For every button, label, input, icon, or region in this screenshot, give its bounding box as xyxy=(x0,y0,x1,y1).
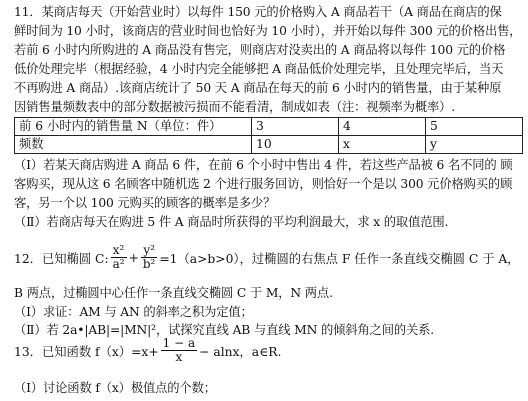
x-fraction-numerator: x² xyxy=(111,244,127,258)
table-row xyxy=(15,136,523,154)
function-fraction-numerator: 1 − a xyxy=(162,336,196,350)
problem11-line6: 因销售量频数表中的部分数据被污损而不能看清，制成如表（注：视频率为概率）. xyxy=(14,100,456,114)
table-row-label: 频数 xyxy=(15,136,252,154)
table-cell: x xyxy=(339,136,426,154)
problem12-prefix: 12．已知椭圆 C: xyxy=(14,251,109,266)
plus-sign: + xyxy=(128,250,139,265)
problem13-prefix: 13．已知函数 f（x）=x+ xyxy=(14,344,159,359)
problem11-line3: 若前 6 小时内所购进的 A 商品没有售完，则商店对没卖出的 A 商品将以每件 100 元的价格 xyxy=(14,43,506,57)
problem11-part1-line3: 客，另一个以 100 元购买的顾客的概率是多少？ xyxy=(14,196,276,210)
table-header-cell: 5 xyxy=(426,118,523,136)
y-fraction-numerator: y² xyxy=(141,244,158,258)
problem13-suffix: − alnx，a∈R. xyxy=(199,344,282,359)
problem12-line2: B 两点，过椭圆中心任作一条直线交椭圆 C 于 M，N 两点. xyxy=(14,286,333,300)
problem12-suffix: =1（a>b>0），过椭圆的右焦点 F 任作一条直线交椭圆 C 于 A， xyxy=(159,251,520,266)
problem11-line1: 11．某商店每天（开始营业时）以每件 150 元的价格购入 A 商品若干（A 商品在商店的保 xyxy=(14,5,502,19)
problem11-part1-line1: （Ⅰ）若某天商店购进 A 商品 6 件，在前 6 个小时中售出 4 件，若这些产品被 6 名不同的 顾 xyxy=(14,158,513,172)
frequency-table xyxy=(14,117,523,154)
table-cell: 10 xyxy=(252,136,339,154)
problem11-part1-line2: 客购买，现从这 6 名顾客中随机选 2 个进行服务回访，则恰好一个是以 300 元价格购买的顾 xyxy=(14,177,513,191)
y-fraction-denominator: b² xyxy=(142,257,156,271)
function-fraction-denominator: x xyxy=(175,350,183,364)
table-cell: y xyxy=(426,136,523,154)
table-header-cell: 4 xyxy=(339,118,426,136)
x-fraction-denominator: a² xyxy=(112,257,125,271)
problem12-part1: （Ⅰ）求证：AM 与 AN 的斜率之积为定值； xyxy=(14,305,253,319)
x-fraction xyxy=(111,244,127,271)
table-row xyxy=(15,118,523,136)
table-header-cell: 3 xyxy=(252,118,339,136)
problem13-part1: （Ⅰ）讨论函数 f（x）极值点的个数； xyxy=(14,381,216,395)
problem11-part2: （Ⅱ）若商店每天在购进 5 件 A 商品时所获得的平均利润最大，求 x 的取值范围. xyxy=(14,215,449,229)
problem12-line1 xyxy=(14,244,520,271)
problem12-part2: （Ⅱ）若 2a•|AB|=|MN|²，试探究直线 AB 与直线 MN 的倾斜角之间的关系. xyxy=(14,323,435,337)
table-header-label: 前 6 小时内的销售量 N（单位：件） xyxy=(15,118,252,136)
problem13-line1 xyxy=(14,337,281,364)
function-fraction xyxy=(161,337,197,364)
problem11-line2: 鲜时间为 10 小时，该商店的营业时间也恰好为 10 小时），并开始以每件 300 元的价格出售， xyxy=(14,24,522,38)
problem11-line4: 低价处理完毕（根据经验，4 小时内完全能够把 A 商品低价处理完毕，且处理完毕后，当天 xyxy=(14,62,504,76)
problem11-line5: 不再购进 A 商品）.该商店统计了 50 天 A 商品在每天的前 6 小时内的销售量，由于某种原 xyxy=(14,81,502,95)
y-fraction xyxy=(141,244,158,271)
